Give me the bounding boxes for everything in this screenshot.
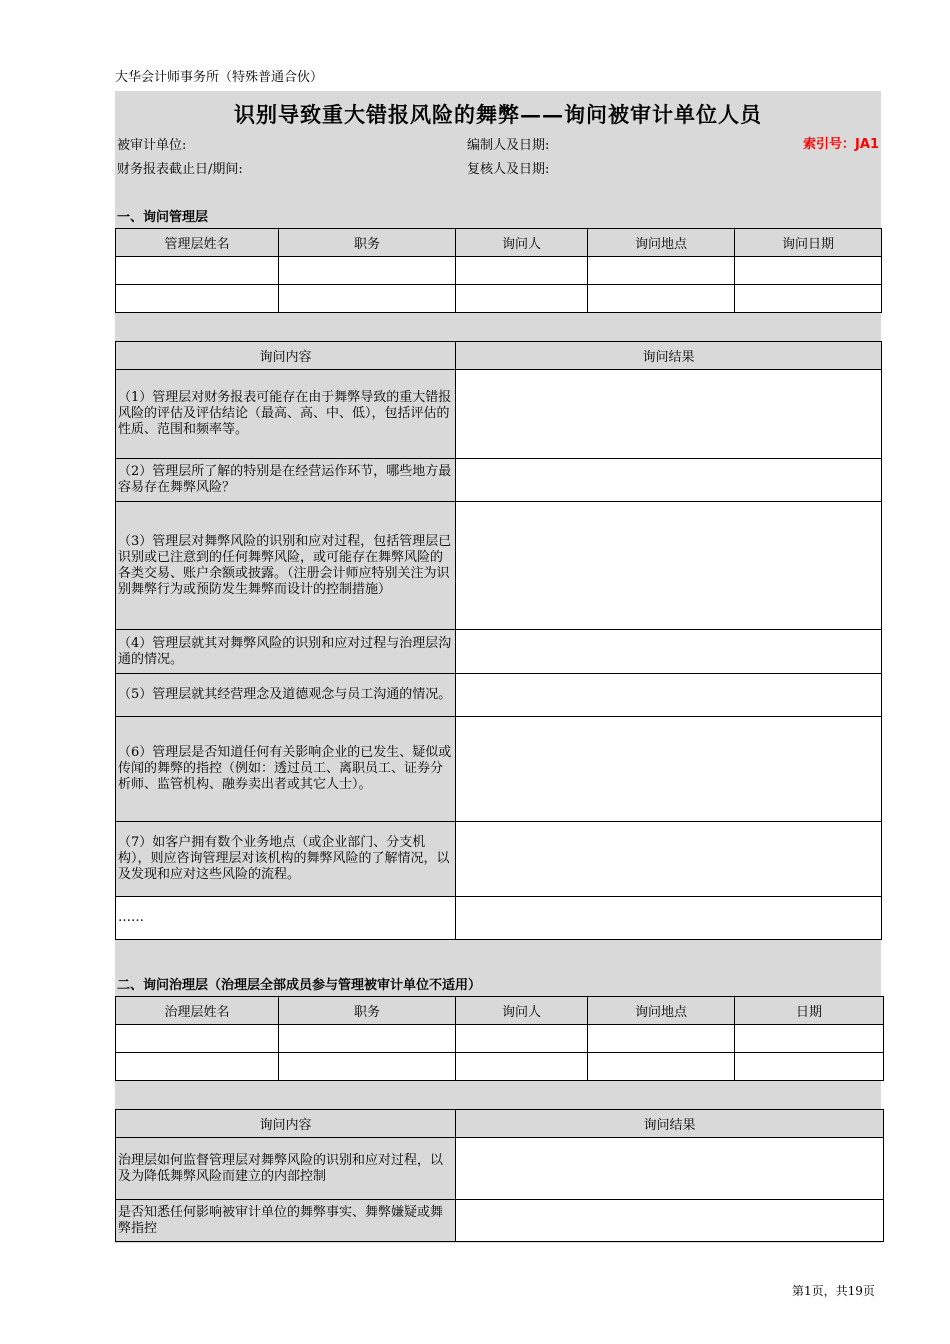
index-number: 索引号：JA1 (803, 137, 879, 152)
page-title: 识别导致重大错报风险的舞弊——询问被审计单位人员 (234, 102, 762, 127)
governance-interviewee-table (115, 996, 884, 1081)
inquiry-question: 治理层如何监督管理层对舞弊风险的识别和应对过程，以及为降低舞弊风险而建立的内部控制 (116, 1138, 456, 1200)
table-cell[interactable] (735, 1025, 884, 1053)
inquiry-answer[interactable] (456, 459, 882, 502)
table-cell[interactable] (735, 285, 882, 313)
table-cell[interactable] (456, 285, 588, 313)
table-cell[interactable] (456, 257, 588, 285)
table-cell[interactable] (588, 1053, 735, 1081)
inquiry-answer[interactable] (456, 822, 882, 897)
inquiry-question: （2）管理层所了解的特别是在经营运作环节，哪些地方最容易存在舞弊风险？ (116, 459, 456, 502)
header-interviewer: 询问人 (456, 997, 588, 1025)
governance-inquiry-table (115, 1109, 884, 1242)
inquiry-question: …… (116, 897, 456, 940)
table-cell[interactable] (588, 257, 735, 285)
table-row (116, 502, 882, 630)
inquiry-answer[interactable] (456, 370, 882, 459)
inquiry-answer[interactable] (456, 717, 882, 822)
inquiry-answer[interactable] (456, 502, 882, 630)
header-governor-name: 治理层姓名 (116, 997, 279, 1025)
table-row (116, 822, 882, 897)
period-label: 财务报表截止日/期间: (117, 162, 243, 177)
table-row (116, 1200, 884, 1242)
inquiry-answer[interactable] (456, 674, 882, 717)
table-cell[interactable] (279, 257, 456, 285)
inquiry-question: （6）管理层是否知道任何有关影响企业的已发生、疑似或传闻的舞弊的指控（例如：透过员工、离职员工、证券分析师、监管机构、融券卖出者或其它人士）。 (116, 717, 456, 822)
section-management-heading: 一、询问管理层 (117, 210, 209, 225)
inquiry-question: 是否知悉任何影响被审计单位的舞弊事实、舞弊嫌疑或舞弊指控 (116, 1200, 456, 1242)
inquiry-question: （3）管理层对舞弊风险的识别和应对过程，包括管理层已识别或已注意到的任何舞弊风险，或可能存在舞弊风险的各类交易、账户余额或披露。（注册会计师应特别关注为识别舞弊行为或预防发生舞弊而设计的控制措施） (116, 502, 456, 630)
table-row (116, 257, 882, 285)
header-inquiry-content: 询问内容 (116, 1110, 456, 1138)
table-cell[interactable] (588, 1025, 735, 1053)
section-governance-heading: 二、询问治理层（治理层全部成员参与管理被审计单位不适用） (117, 978, 482, 993)
worksheet (115, 91, 881, 1243)
header-date: 询问日期 (735, 229, 882, 257)
table-row (116, 1138, 884, 1200)
table-cell[interactable] (116, 257, 279, 285)
table-row (116, 285, 882, 313)
table-row (116, 630, 882, 674)
table-row (116, 370, 882, 459)
table-cell[interactable] (588, 285, 735, 313)
inquiry-answer[interactable] (456, 1138, 884, 1200)
management-inquiry-table (115, 341, 882, 940)
table-cell[interactable] (116, 1025, 279, 1053)
table-cell[interactable] (456, 1025, 588, 1053)
header-date: 日期 (735, 997, 884, 1025)
inquiry-question: （1）管理层对财务报表可能存在由于舞弊导致的重大错报风险的评估及评估结论（最高、高、中、低），包括评估的性质、范围和频率等。 (116, 370, 456, 459)
table-cell[interactable] (116, 1053, 279, 1081)
table-row (116, 1025, 884, 1053)
page-number: 第1页，共19页 (792, 1284, 875, 1298)
table-cell[interactable] (279, 1025, 456, 1053)
table-cell[interactable] (279, 285, 456, 313)
inquiry-answer[interactable] (456, 1200, 884, 1242)
firm-name: 大华会计师事务所（特殊普通合伙） (115, 70, 324, 85)
table-row (116, 897, 882, 940)
table-cell[interactable] (735, 1053, 884, 1081)
inquiry-answer[interactable] (456, 897, 882, 940)
preparer-label: 编制人及日期: (467, 138, 550, 153)
table-row (116, 674, 882, 717)
header-position: 职务 (279, 997, 456, 1025)
table-cell[interactable] (735, 257, 882, 285)
header-manager-name: 管理层姓名 (116, 229, 279, 257)
header-position: 职务 (279, 229, 456, 257)
inquiry-question: （4）管理层就其对舞弊风险的识别和应对过程与治理层沟通的情况。 (116, 630, 456, 674)
reviewer-label: 复核人及日期: (467, 162, 550, 177)
table-row (116, 1053, 884, 1081)
header-inquiry-content: 询问内容 (116, 342, 456, 370)
inquiry-question: （7）如客户拥有数个业务地点（或企业部门、分支机构），则应咨询管理层对该机构的舞弊风险的了解情况，以及发现和应对这些风险的流程。 (116, 822, 456, 897)
header-inquiry-result: 询问结果 (456, 1110, 884, 1138)
header-location: 询问地点 (588, 997, 735, 1025)
inquiry-question: （5）管理层就其经营理念及道德观念与员工沟通的情况。 (116, 674, 456, 717)
table-cell[interactable] (279, 1053, 456, 1081)
table-row (116, 717, 882, 822)
table-row (116, 459, 882, 502)
management-interviewee-table (115, 228, 882, 313)
header-inquiry-result: 询问结果 (456, 342, 882, 370)
auditee-label: 被审计单位: (117, 138, 187, 153)
inquiry-answer[interactable] (456, 630, 882, 674)
table-cell[interactable] (456, 1053, 588, 1081)
header-location: 询问地点 (588, 229, 735, 257)
header-interviewer: 询问人 (456, 229, 588, 257)
table-cell[interactable] (116, 285, 279, 313)
